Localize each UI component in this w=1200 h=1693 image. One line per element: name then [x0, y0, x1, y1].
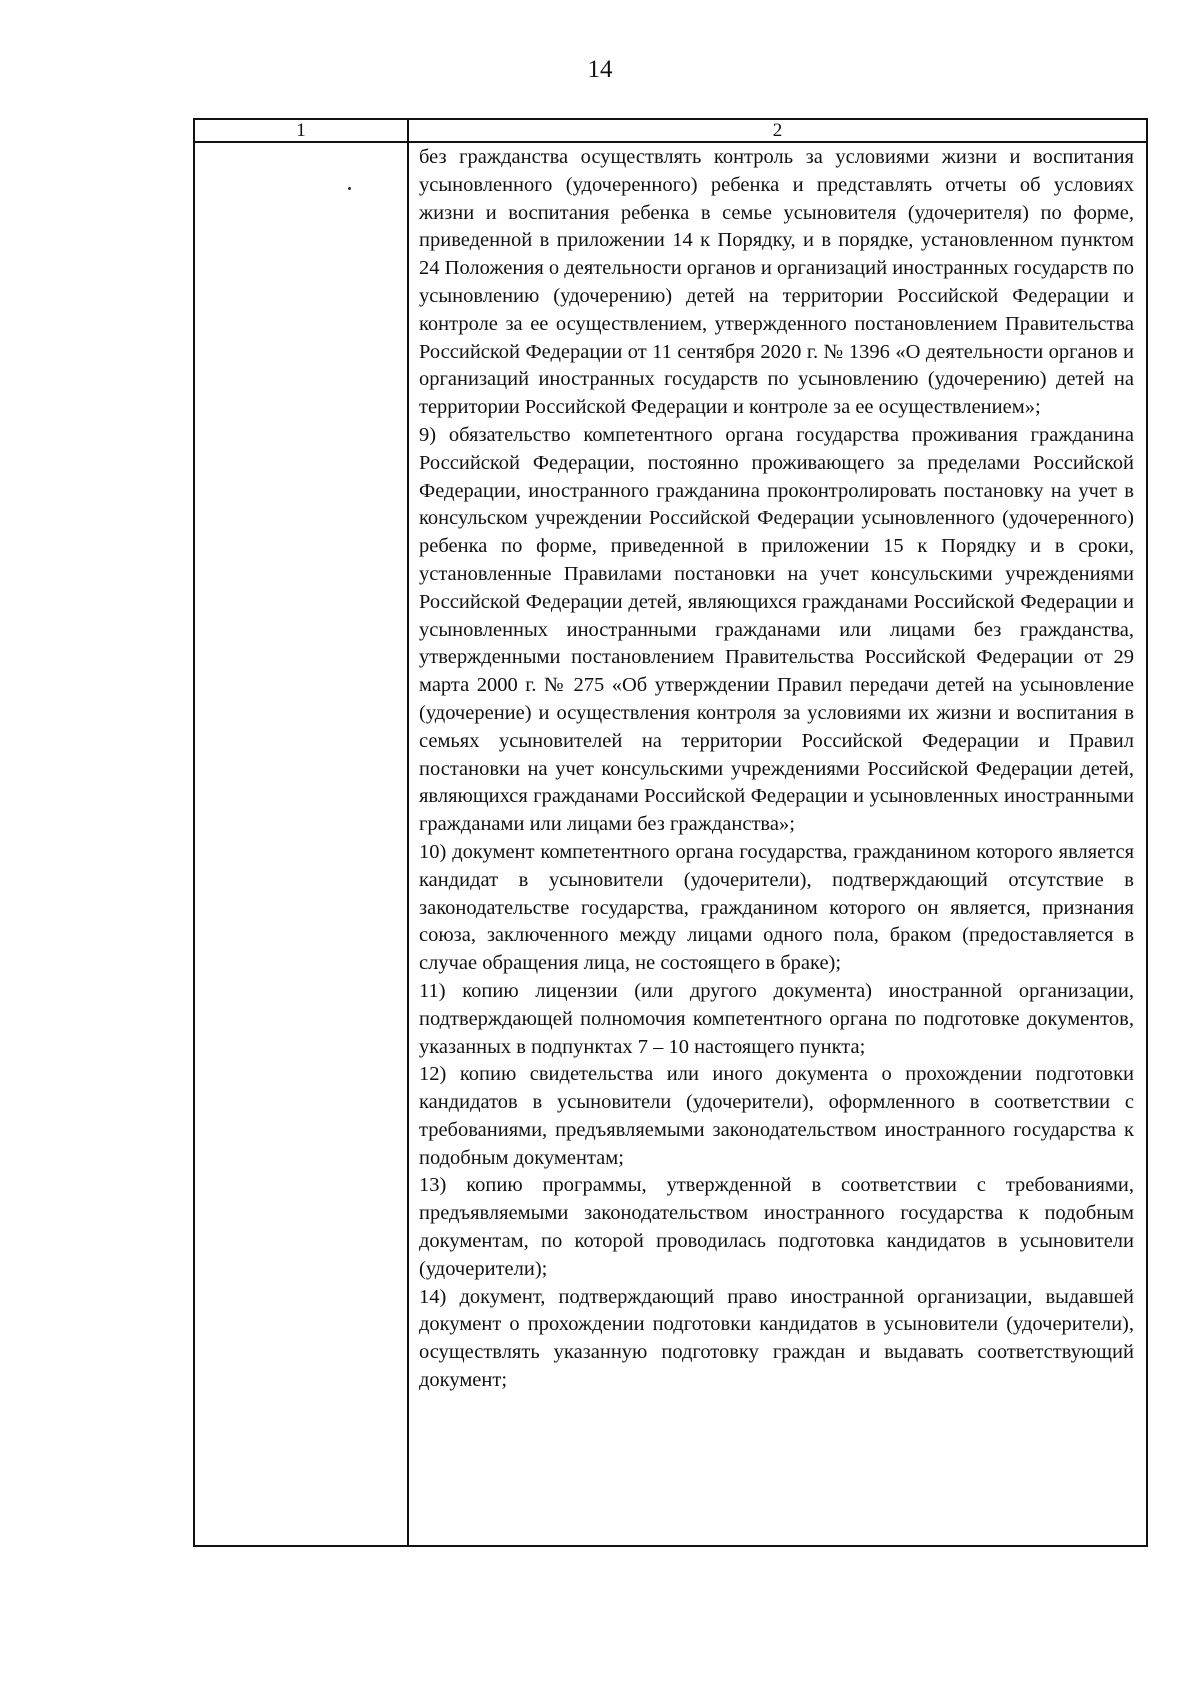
column-1-cell [195, 143, 409, 1545]
paragraph-continuation: без гражданства осуществлять контроль за условиями жизни и воспитания усыновленного (удочеренного) ребенка и представлять отчеты об условиях жизни и воспитания ребенка в семье усыновителя (удочерителя) по форме, приведенной в приложении 14 к Порядку, и в порядке, установленном пунктом 24 Положения о деятельности органов и организаций иностранных государств по усыновлению (удочерению) детей на территории Российской Федерации и контроле за ее осуществлением, утвержденного постановлением Правительства Российской Федерации от 11 сентября 2020 г. № 1396 «О деятельности органов и организаций иностранных государств по усыновлению (удочерению) детей на территории Российской Федерации и контроле за ее осуществлением»; [419, 146, 1134, 419]
page-number: 14 [587, 56, 613, 83]
paragraph-item-12: 12) копию свидетельства или иного документа о прохождении подготовки кандидатов в усыновители (удочерители), оформленного в соответствии с требованиями, предъявляемыми законодательством иностранного государства к подобным документам; [419, 1063, 1134, 1169]
document-table [193, 118, 1148, 1547]
column-1-header: 1 [195, 120, 409, 141]
scan-speck [348, 187, 351, 190]
paragraph-item-13: 13) копию программы, утвержденной в соответствии с требованиями, предъявляемыми законодательством иностранного государства к подобным документам, по которой проводилась подготовка кандидатов в усыновители (удочерители); [419, 1174, 1134, 1280]
column-2-cell [409, 143, 1146, 1545]
paragraph-item-10: 10) документ компетентного органа государства, гражданином которого является кандидат в усыновители (удочерители), подтверждающий отсутствие в законодательстве государства, гражданином которого он является, признания союза, заключенного между лицами одного пола, браком (предоставляется в случае обращения лица, не состоящего в браке); [419, 840, 1134, 975]
paragraph-item-9: 9) обязательство компетентного органа государства проживания гражданина Российской Федерации, постоянно проживающего за пределами Российской Федерации, иностранного гражданина проконтролировать постановку на учет в консульском учреждении Российской Федерации усыновленного (удочеренного) ребенка по форме, приведенной в приложении 15 к Порядку и в сроки, установленные Правилами постановки на учет консульскими учреждениями Российской Федерации детей, являющихся гражданами Российской Федерации и усыновленных иностранными гражданами или лицами без гражданства, утвержденными постановлением Правительства Российской Федерации от 29 марта 2000 г. № 275 «Об утверждении Правил передачи детей на усыновление (удочерение) и осуществления контроля за условиями их жизни и воспитания в семьях усыновителей на территории Российской Федерации и Правил постановки на учет консульскими учреждениями Российской Федерации детей, являющихся гражданами Российской Федерации и усыновленных иностранными гражданами или лицами без гражданства»; [419, 423, 1134, 836]
table-body-row [195, 143, 1146, 1545]
table-header-row [195, 120, 1146, 143]
column-2-header: 2 [772, 120, 783, 141]
paragraph-item-14: 14) документ, подтверждающий право иностранной организации, выдавшей документ о прохождении подготовки кандидатов в усыновители (удочерители), осуществлять указанную подготовку граждан и выдавать соответствующий документ; [419, 1285, 1134, 1392]
paragraph-item-11: 11) копию лицензии (или другого документа) иностранной организации, подтверждающей полномочия компетентного органа по подготовке документов, указанных в подпунктах 7 – 10 настоящего пункта; [419, 979, 1134, 1058]
